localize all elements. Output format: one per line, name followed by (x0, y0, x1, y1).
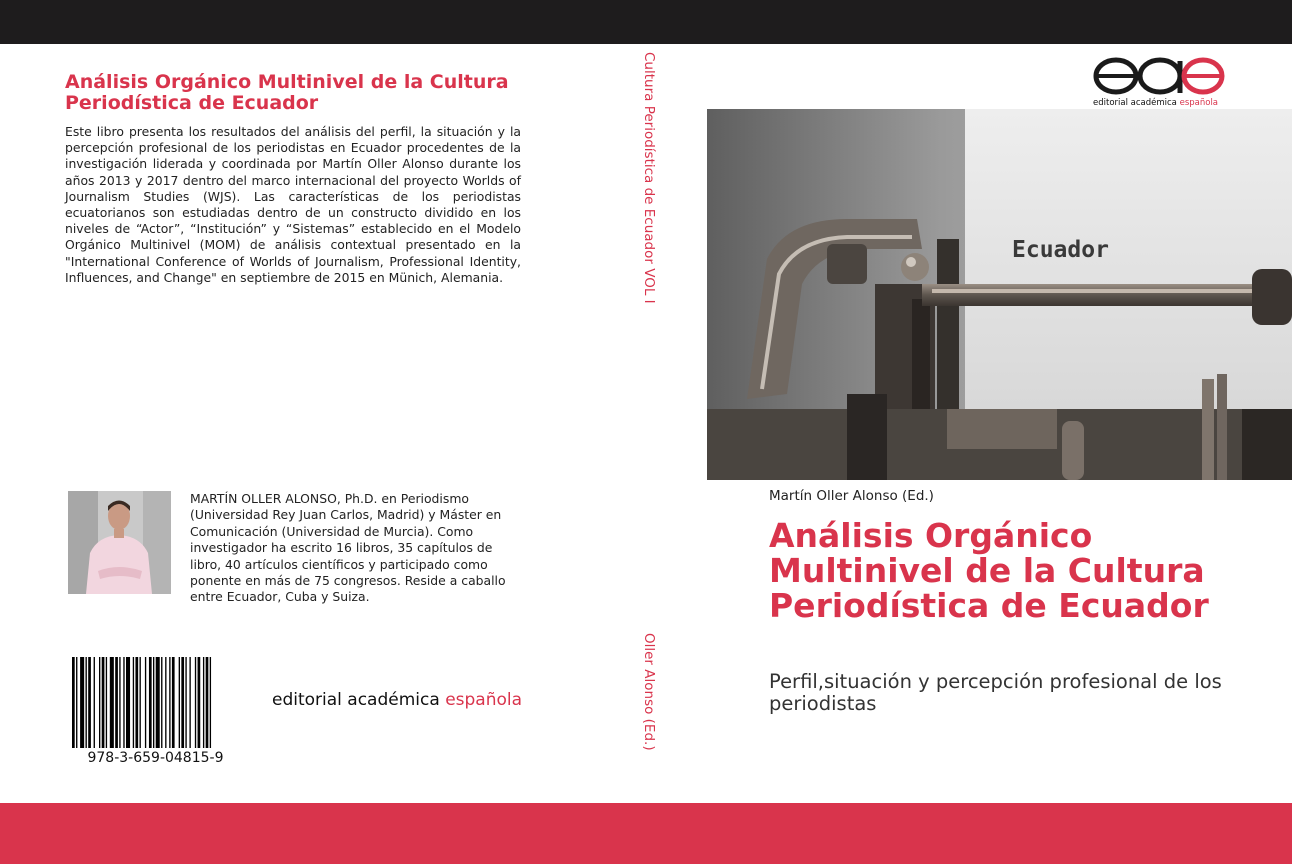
cover-photo-typewriter (707, 109, 1292, 480)
logo-caption-main: editorial académica (1093, 98, 1180, 108)
photo-paper-text: Ecuador (1012, 237, 1109, 263)
front-cover-title: Análisis Orgánico Multinivel de la Cultura Periodística de Ecuador (769, 516, 1209, 625)
back-publisher-name (272, 690, 522, 710)
barcode (72, 657, 239, 748)
author-photo (68, 491, 171, 594)
front-cover-subtitle: Perfil,situación y percepción profesional de los periodistas (769, 670, 1222, 715)
spine-title: Cultura Periodística de Ecuador VOL I (641, 52, 657, 304)
bottom-accent-band (0, 803, 1292, 864)
logo-caption (1093, 98, 1218, 108)
top-dark-band (0, 0, 1292, 44)
publisher-name-accent: española (445, 690, 523, 710)
publisher-name-main: editorial académica (272, 690, 446, 710)
spine-author: Oller Alonso (Ed.) (641, 633, 657, 751)
author-bio: MARTÍN OLLER ALONSO, Ph.D. en Periodismo (Universidad Rey Juan Carlos, Madrid) y Máster en Comunicación (Universidad de Murcia). Como investigador ha escrito 16 libros, 35 capítulos de libro, 40 artículos científicos y participado como ponente en más de 75 congresos. Reside a caballo entre Ecuador, Cuba y Suiza. (190, 491, 506, 605)
logo-caption-accent: española (1179, 98, 1219, 108)
back-cover-title: Análisis Orgánico Multinivel de la Cultura Periodística de Ecuador (65, 71, 509, 114)
isbn-number: 978-3-659-04815-9 (87, 750, 224, 766)
front-editor: Martín Oller Alonso (Ed.) (769, 488, 934, 504)
back-cover-blurb: Este libro presenta los resultados del análisis del perfil, la situación y la percepción profesional de los periodistas en Ecuador procedentes de la investigación liderada y coordinada por Martín Oller Alonso durante los años 2013 y 2017 dentro del marco internacional del proyecto Worlds of Journalism Studies (WJS). Las características de los periodistas ecuatorianos son estudiadas dentro de un constructo dividido en los niveles de “Actor”, “Institución” y “Sistemas” establecido en el Modelo Orgánico Multinivel (MOM) de análisis contextual presentado en la "International Conference of Worlds of Journalism, Professional Identity, Influences, and Change" en septiembre de 2015 en Münich, Alemania. (65, 124, 521, 285)
